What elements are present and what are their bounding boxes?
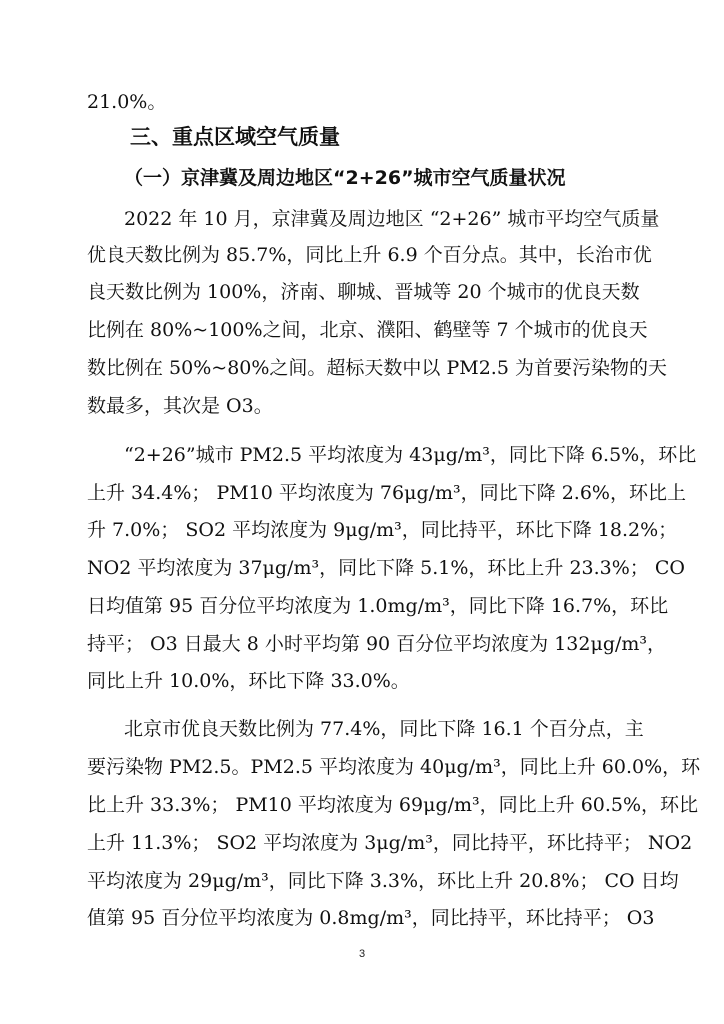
subsection-heading: （一）京津冀及周边地区“2+26”城市空气质量状况	[124, 167, 566, 189]
section-heading: 三、重点区域空气质量	[130, 125, 340, 149]
text-line: 数最多，其次是 O3。	[87, 395, 273, 417]
text-line: 数比例在 50%~80%之间。超标天数中以 PM2.5 为首要污染物的天	[87, 357, 667, 379]
text-line: 平均浓度为 29μg/m³，同比下降 3.3%，环比上升 20.8%； CO 日均	[87, 870, 679, 892]
text-line: 同比上升 10.0%，环比下降 33.0%。	[87, 670, 410, 692]
text-line: NO2 平均浓度为 37μg/m³，同比下降 5.1%，环比上升 23.3%； CO	[87, 557, 685, 579]
text-line: 上升 11.3%； SO2 平均浓度为 3μg/m³，同比持平，环比持平； NO2	[87, 832, 693, 854]
text-line: 21.0%。	[87, 91, 167, 113]
text-line: 比例在 80%~100%之间，北京、濮阳、鹤壁等 7 个城市的优良天	[87, 319, 648, 341]
text-line: 升 7.0%； SO2 平均浓度为 9μg/m³，同比持平，环比下降 18.2%；	[87, 519, 678, 541]
text-line: “2+26”城市 PM2.5 平均浓度为 43μg/m³，同比下降 6.5%，环比	[124, 444, 697, 466]
text-line: 要污染物 PM2.5。PM2.5 平均浓度为 40μg/m³，同比上升 60.0%，环	[87, 756, 701, 778]
text-line: 持平； O3 日最大 8 小时平均第 90 百分位平均浓度为 132μg/m³，	[87, 633, 667, 655]
text-line: 良天数比例为 100%，济南、聊城、晋城等 20 个城市的优良天数	[87, 281, 640, 303]
text-line: 日均值第 95 百分位平均浓度为 1.0mg/m³，同比下降 16.7%，环比	[87, 595, 669, 617]
text-line: 2022 年 10 月，京津冀及周边地区 “2+26” 城市平均空气质量	[124, 208, 660, 230]
text-line: 值第 95 百分位平均浓度为 0.8mg/m³，同比持平，环比持平； O3	[87, 907, 655, 929]
text-line: 北京市优良天数比例为 77.4%，同比下降 16.1 个百分点，主	[124, 718, 644, 740]
text-line: 优良天数比例为 85.7%，同比上升 6.9 个百分点。其中，长治市优	[87, 244, 652, 266]
text-line: 比上升 33.3%； PM10 平均浓度为 69μg/m³，同比上升 60.5%，环比	[87, 794, 699, 816]
page-number: 3	[358, 948, 366, 960]
text-line: 上升 34.4%； PM10 平均浓度为 76μg/m³，同比下降 2.6%，环比上	[87, 482, 686, 504]
